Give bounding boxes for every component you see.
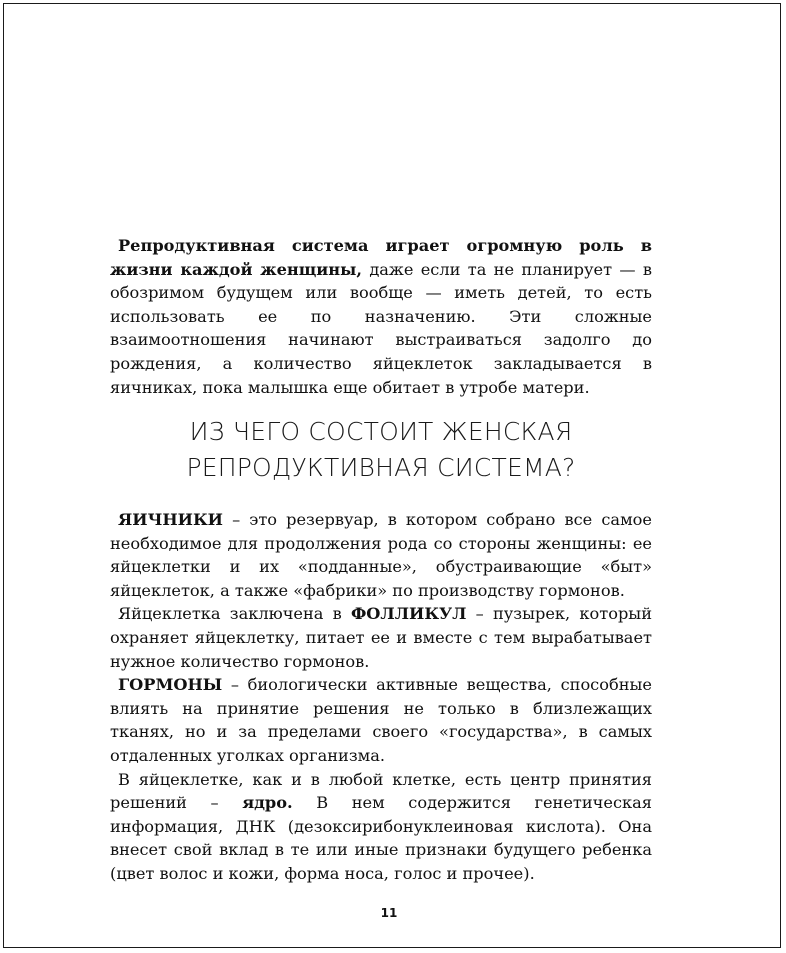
paragraph-nucleus xyxy=(110,768,652,886)
term-ovaries: ЯИЧНИКИ xyxy=(118,510,223,529)
paragraph-follicle xyxy=(110,602,652,673)
paragraph-hormones xyxy=(110,673,652,767)
paragraph-nucleus-text-before: В яйцеклетке, как и в любой клетке, есть центр принятия решений – xyxy=(110,769,652,813)
paragraph-hormones-text: – биологически активные вещества, способные влиять на принятие решения не только в близлежащих тканях, но и за пределами своего «государства», в самых отдаленных уголках организма. xyxy=(110,675,652,765)
intro-bold-lead: Репродуктивная система играет огромную роль в жизни каждой женщины, xyxy=(110,236,652,279)
section-body xyxy=(110,508,652,886)
term-hormones: ГОРМОНЫ xyxy=(118,675,223,695)
section-heading xyxy=(110,414,652,486)
paragraph-follicle-text-before: Яйцеклетка заключена в xyxy=(118,604,351,624)
term-nucleus: ядро. xyxy=(242,793,293,813)
page-number: 11 xyxy=(380,906,398,920)
paragraph-follicle-text-after: – пузырек, который охраняет яйцеклетку, питает ее и вместе с тем вырабатывает нужное количество гормонов. xyxy=(110,604,652,671)
heading-line-2: РЕПРОДУКТИВНАЯ СИСТЕМА? xyxy=(186,453,576,482)
heading-line-1: ИЗ ЧЕГО СОСТОИТ ЖЕНСКАЯ xyxy=(189,417,573,446)
term-follicle: ФОЛЛИКУЛ xyxy=(350,604,467,624)
paragraph-ovaries-text: – это резервуар, в котором собрано все самое необходимое для продолжения рода со стороны женщины: ее яйцеклетки и их «подданные», обустраивающие «быт» яйцеклеток, а также «фабрики» по производству гормонов. xyxy=(110,510,652,600)
paragraph-nucleus-text-after: В нем содержится генетическая информация, ДНК (дезоксирибонуклеиновая кислота). Она внесет свой вклад в те или иные признаки будущего ребенка (цвет волос и кожи, форма носа, голос и прочее). xyxy=(110,793,652,883)
paragraph-ovaries xyxy=(110,508,652,602)
intro-paragraph xyxy=(110,234,652,399)
intro-text: даже если та не планирует — в обозримом будущем или вообще — иметь детей, то есть использовать ее по назначению. Эти сложные взаимоотношения начинают выстраиваться задолго до рождения, а количество яйцеклеток закладывается в яичниках, пока малышка еще обитает в утробе матери. xyxy=(110,259,653,397)
